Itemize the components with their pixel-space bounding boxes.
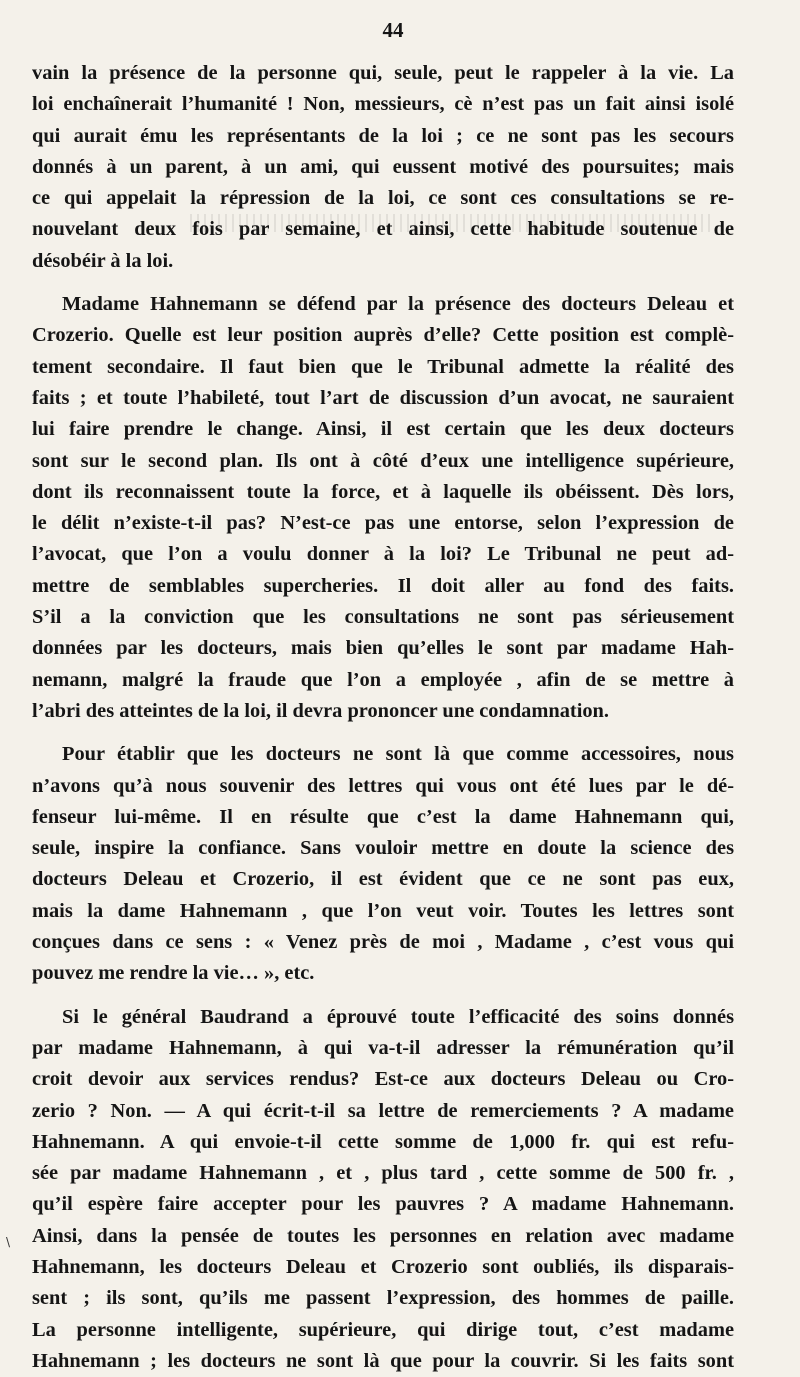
text-line: l’abri des atteintes de la loi, il devra prononcer une condamnation. [32, 699, 609, 722]
text-line: Madame Hahnemann se défend par la présence des docteurs Deleau et [62, 293, 734, 316]
text-line: Si le général Baudrand a éprouvé toute l’efficacité des soins donnés [62, 1005, 734, 1028]
text-line: le délit n’existe-t-il pas? N’est-ce pas une entorse, selon l’expression de [32, 512, 734, 535]
page-number: 44 [382, 18, 404, 42]
text-line: Hahnemann, les docteurs Deleau et Crozerio sont oubliés, ils disparais- [32, 1255, 734, 1278]
text-line: sée par madame Hahnemann , et , plus tard , cette somme de 500 fr. , [32, 1162, 734, 1185]
paragraph-2 [32, 289, 734, 727]
paragraph-4 [32, 1002, 734, 1377]
text-line: croit devoir aux services rendus? Est-ce aux docteurs Deleau ou Cro- [32, 1068, 734, 1091]
text-line: donnés à un parent, à un ami, qui eussent motivé des poursuites; mais [32, 155, 734, 178]
text-line: conçues dans ce sens : « Venez près de moi , Madame , c’est vous qui [32, 931, 734, 954]
text-line: seule, inspire la confiance. Sans vouloir mettre en doute la science des [32, 837, 734, 860]
text-line: l’avocat, que l’on a voulu donner à la loi? Le Tribunal ne peut ad- [32, 543, 734, 566]
paragraph-3 [32, 739, 734, 989]
text-line: Pour établir que les docteurs ne sont là que comme accessoires, nous [62, 743, 734, 766]
text-line: tement secondaire. Il faut bien que le Tribunal admette la réalité des [32, 355, 734, 378]
text-line: Hahnemann ; les docteurs ne sont là que pour la couvrir. Si les faits sont [32, 1349, 734, 1372]
text-line: Crozerio. Quelle est leur position auprès d’elle? Cette position est complè- [32, 324, 734, 347]
text-line: dont ils reconnaissent toute la force, et à laquelle ils obéissent. Dès lors, [32, 480, 734, 503]
text-line: par madame Hahnemann, à qui va-t-il adresser la rémunération qu’il [32, 1036, 734, 1059]
show-through-texture [190, 214, 710, 232]
text-line: données par les docteurs, mais bien qu’elles le sont par madame Hah- [32, 637, 734, 660]
text-line: faits ; et toute l’habileté, tout l’art de discussion d’un avocat, ne sauraient [32, 386, 734, 409]
text-line: docteurs Deleau et Crozerio, il est évident que ce ne sont pas eux, [32, 868, 734, 891]
text-line: zerio ? Non. — A qui écrit-t-il sa lettre de remerciements ? A madame [32, 1099, 734, 1122]
text-line: mais la dame Hahnemann , que l’on veut voir. Toutes les lettres sont [32, 899, 734, 922]
text-line: nemann, malgré la fraude que l’on a employée , afin de se mettre à [32, 668, 734, 691]
text-line: vain la présence de la personne qui, seule, peut le rappeler à la vie. La [32, 62, 734, 84]
text-line: fenseur lui-même. Il en résulte que c’est la dame Hahnemann qui, [32, 805, 734, 828]
text-line: loi enchaînerait l’humanité ! Non, messieurs, cè n’est pas un fait ainsi isolé [32, 93, 734, 116]
text-line: Ainsi, dans la pensée de toutes les personnes en relation avec madame [32, 1224, 734, 1247]
text-line: mettre de semblables supercheries. Il doit aller au fond des faits. [32, 574, 734, 597]
margin-mark: \ [6, 1235, 11, 1249]
text-line: S’il a la conviction que les consultations ne sont pas sérieusement [32, 606, 734, 629]
text-line: Hahnemann. A qui envoie-t-il cette somme de 1,000 fr. qui est refu- [32, 1130, 734, 1153]
text-line: pouvez me rendre la vie… », etc. [32, 962, 315, 985]
text-line: désobéir à la loi. [32, 249, 174, 272]
text-line: qui aurait ému les représentants de la loi ; ce ne sont pas les secours [32, 124, 734, 147]
text-line: qu’il espère faire accepter pour les pauvres ? A madame Hahnemann. [32, 1193, 734, 1216]
text-line: La personne intelligente, supérieure, qui dirige tout, c’est madame [32, 1318, 734, 1341]
text-line: lui faire prendre le change. Ainsi, il est certain que les deux docteurs [32, 418, 734, 441]
text-line: nouvelant deux fois par semaine, et ainsi, cette habitude soutenue de [32, 218, 734, 241]
text-line: ce qui appelait la répression de la loi, ce sont ces consultations se re- [32, 187, 734, 210]
text-line: sent ; ils sont, qu’ils me passent l’expression, des hommes de paille. [32, 1287, 734, 1310]
text-line: sont sur le second plan. Ils ont à côté d’eux une intelligence supérieure, [32, 449, 734, 472]
paragraph-1 [32, 58, 734, 277]
text-line: n’avons qu’à nous souvenir des lettres qui vous ont été lues par le dé- [32, 774, 734, 797]
